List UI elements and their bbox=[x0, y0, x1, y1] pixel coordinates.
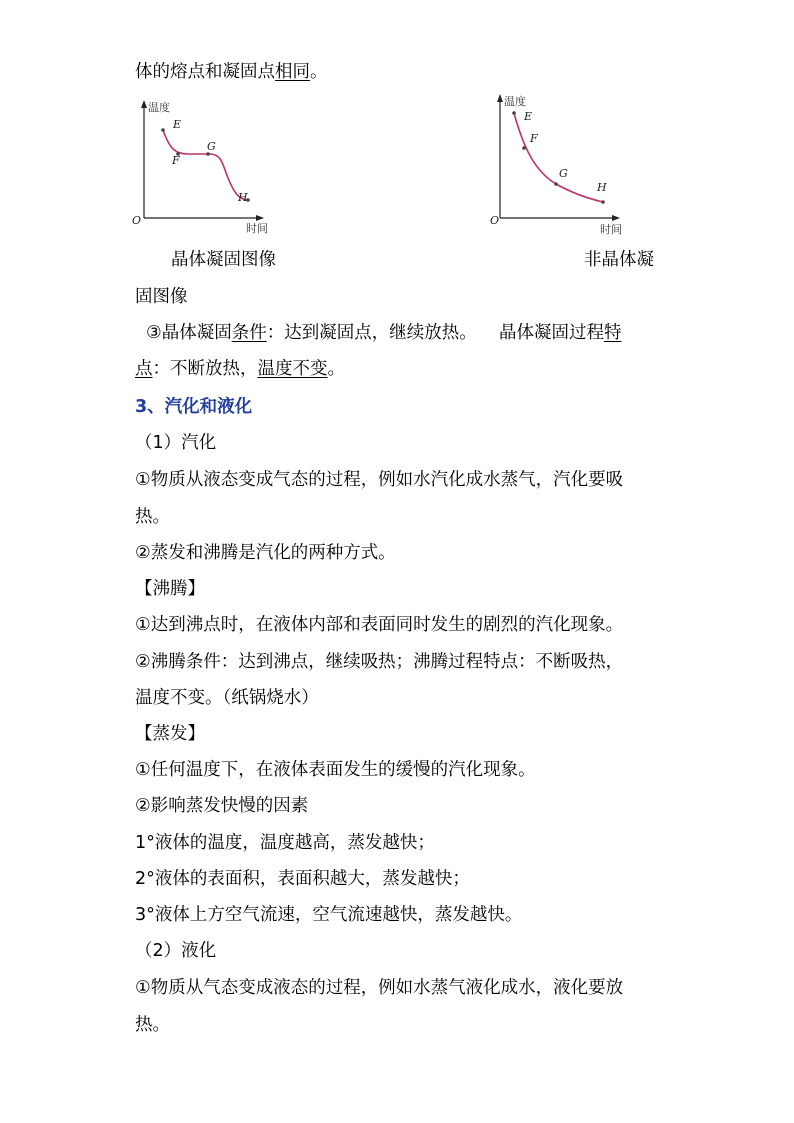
caption-amorphous: 非晶体凝 bbox=[584, 250, 654, 270]
crystal-solidification-feature bbox=[135, 357, 345, 381]
boiling-title: 【沸腾】 bbox=[135, 579, 205, 599]
origin-label: O bbox=[490, 214, 500, 227]
boiling-definition: ①达到沸点时，在液体内部和表面同时发生的剧烈的汽化现象。 bbox=[135, 615, 624, 635]
point-e bbox=[512, 111, 516, 115]
y-axis-label: 温度 bbox=[148, 101, 170, 114]
crystal-solidification-graph bbox=[128, 98, 278, 238]
section-heading-vaporization-liquefaction: 3、汽化和液化 bbox=[135, 397, 253, 417]
evaporation-definition: ①任何温度下，在液体表面发生的缓慢的汽化现象。 bbox=[135, 760, 536, 780]
evaporation-factor-3: 3°液体上方空气流速，空气流速越快，蒸发越快。 bbox=[135, 905, 523, 925]
label-f: F bbox=[530, 132, 538, 145]
p3c-end: 。 bbox=[327, 359, 345, 379]
point-h bbox=[601, 200, 605, 204]
y-axis-label: 温度 bbox=[504, 95, 526, 108]
p3c-underlined-dian: 点 bbox=[135, 359, 153, 379]
evaporation-title: 【蒸发】 bbox=[135, 724, 205, 744]
p3-underlined-te: 特 bbox=[603, 323, 622, 343]
p3c-underlined-temp: 温度不变 bbox=[257, 359, 328, 379]
caption-amorphous-cont: 固图像 bbox=[135, 287, 188, 307]
p3-text-b: ：达到凝固点，继续放热。 晶体凝固过程 bbox=[266, 323, 604, 343]
label-h: H bbox=[597, 181, 607, 194]
evaporation-factors-title: ②影响蒸发快慢的因素 bbox=[135, 796, 309, 816]
evaporation-factor-1: 1°液体的温度，温度越高，蒸发越快； bbox=[135, 833, 435, 853]
origin-label: O bbox=[132, 214, 142, 227]
liquefaction-definition-cont: 热。 bbox=[135, 1015, 170, 1035]
point-g bbox=[554, 182, 558, 186]
point-f bbox=[522, 146, 526, 150]
x-axis-arrow bbox=[612, 215, 620, 221]
x-axis-arrow bbox=[256, 215, 264, 221]
liquefaction-definition: ①物质从气态变成液态的过程，例如水蒸气液化成水，液化要放 bbox=[135, 978, 624, 998]
p3-underlined-condition: 条件 bbox=[231, 323, 267, 343]
x-axis-label: 时间 bbox=[600, 223, 622, 236]
intro-end: 。 bbox=[310, 62, 328, 82]
point-e bbox=[161, 128, 165, 132]
label-f: F bbox=[172, 154, 180, 167]
subsection-liquefaction: （2）液化 bbox=[135, 941, 217, 961]
vaporization-two-ways: ②蒸发和沸腾是汽化的两种方式。 bbox=[135, 543, 396, 563]
label-e: E bbox=[524, 110, 533, 123]
vaporization-definition: ①物质从液态变成气态的过程，例如水汽化成水蒸气，汽化要吸 bbox=[135, 470, 624, 490]
p3-text-a: ③晶体凝固 bbox=[146, 323, 232, 343]
label-g: G bbox=[207, 140, 216, 153]
evaporation-factor-2: 2°液体的表面积，表面积越大，蒸发越快； bbox=[135, 869, 470, 889]
intro-line bbox=[135, 60, 328, 84]
y-axis-arrow bbox=[497, 94, 503, 102]
caption-crystal: 晶体凝固图像 bbox=[171, 250, 276, 270]
p3c-text-a: ：不断放热， bbox=[152, 359, 258, 379]
vaporization-definition-cont: 热。 bbox=[135, 507, 170, 527]
solidification-curve bbox=[514, 113, 603, 202]
boiling-conditions-cont: 温度不变。（纸锅烧水） bbox=[135, 688, 319, 708]
y-axis-arrow bbox=[141, 100, 147, 108]
subsection-vaporization: （1）汽化 bbox=[135, 433, 217, 453]
x-axis-label: 时间 bbox=[246, 222, 268, 235]
crystal-solidification-condition bbox=[146, 321, 621, 345]
intro-text: 体的熔点和凝固点 bbox=[135, 62, 275, 82]
intro-underlined: 相同 bbox=[275, 62, 310, 82]
label-g: G bbox=[559, 167, 568, 180]
label-h: H bbox=[238, 191, 248, 204]
boiling-conditions: ②沸腾条件：达到沸点，继续吸热；沸腾过程特点：不断吸热， bbox=[135, 652, 624, 672]
label-e: E bbox=[173, 118, 182, 131]
amorphous-solidification-graph bbox=[490, 92, 630, 237]
